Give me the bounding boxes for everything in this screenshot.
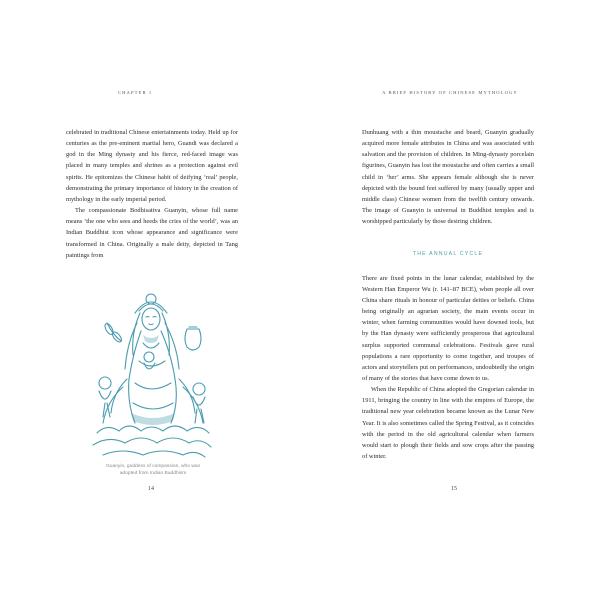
- right-page: [300, 0, 600, 600]
- left-text-column: [66, 127, 238, 261]
- caption-line: Guanyin, goddess of compassion, who was: [105, 464, 201, 469]
- running-head-right: A BRIEF HISTORY OF CHINESE MYTHOLOGY: [382, 90, 518, 95]
- page-number-left: 14: [148, 486, 154, 492]
- caption-line: adopted from Indian Buddhism: [119, 471, 187, 477]
- paragraph: celebrated in traditional Chinese entertainments today. Held up for centuries as the pre-eminent martial hero, Guandi was declared a god in the Ming dynasty and his fierce, red-faced image was placed in many temples and shrines as a protection against evil spirits. He epitomizes the Chinese habit of deifying ‘real’ people, demonstrating the primary importance of history in the creation of mythology in the early imperial period.: [66, 129, 238, 203]
- section-heading: THE ANNUAL CYCLE: [412, 251, 484, 258]
- page-number-right: 15: [451, 486, 457, 492]
- right-text-column: [362, 127, 534, 462]
- paragraph: When the Republic of China adopted the Gregorian calendar in 1911, bringing the country in line with the empires of Europe, the traditional new year celebration became known as the Lunar New Year. It is also sometimes called the Spring Festival, as it coincides with the period in the old agricultural calendar when farmers would start to plough their fields and sow crops after the passing of winter.: [362, 386, 534, 461]
- paragraph: There are fixed points in the lunar calendar, established by the Western Han Emperor Wu (r. 141–87 BCE), when people all over China share rituals in honour of particular deities or beliefs. China being originally an agrarian society, the main events occur in winter, when farming communities would have downed tools, but by the Han dynasty were sufficiently prosperous that agricultural surplus supported communal celebrations. Festivals gave rural populations a rare opportunity to come together, and troupes of actors and storytellers put on performances, undoubtedly the origin of many of the stories that have come down to us.: [362, 274, 534, 382]
- paragraph: Dunhuang with a thin moustache and beard, Guanyin gradually acquired more female attributes in China and was associated with salvation and the provision of children. In Ming-dynasty porcelain figurines, Guanyin has lost the moustache and often carries a small child in ‘her’ arms. She appears female although she is never depicted with the bound feet suffered by many (usually upper and middle class) Chinese women from the twelfth century onwards. The image of Guanyin is universal in Buddhist temples and is worshipped particularly by those desiring children.: [362, 129, 534, 226]
- paragraph: The compassionate Bodhisattva Guanyin, whose full name means ‘the one who sees and heeds the cries of the world’, was an Indian Buddhist icon whose appearance and significance were transformed in China. Originally a male deity, depicted in Tang paintings from: [66, 207, 238, 259]
- figure-caption: [93, 463, 213, 478]
- guanyin-illustration-icon: [83, 283, 219, 463]
- running-head-left: CHAPTER 1: [118, 90, 153, 95]
